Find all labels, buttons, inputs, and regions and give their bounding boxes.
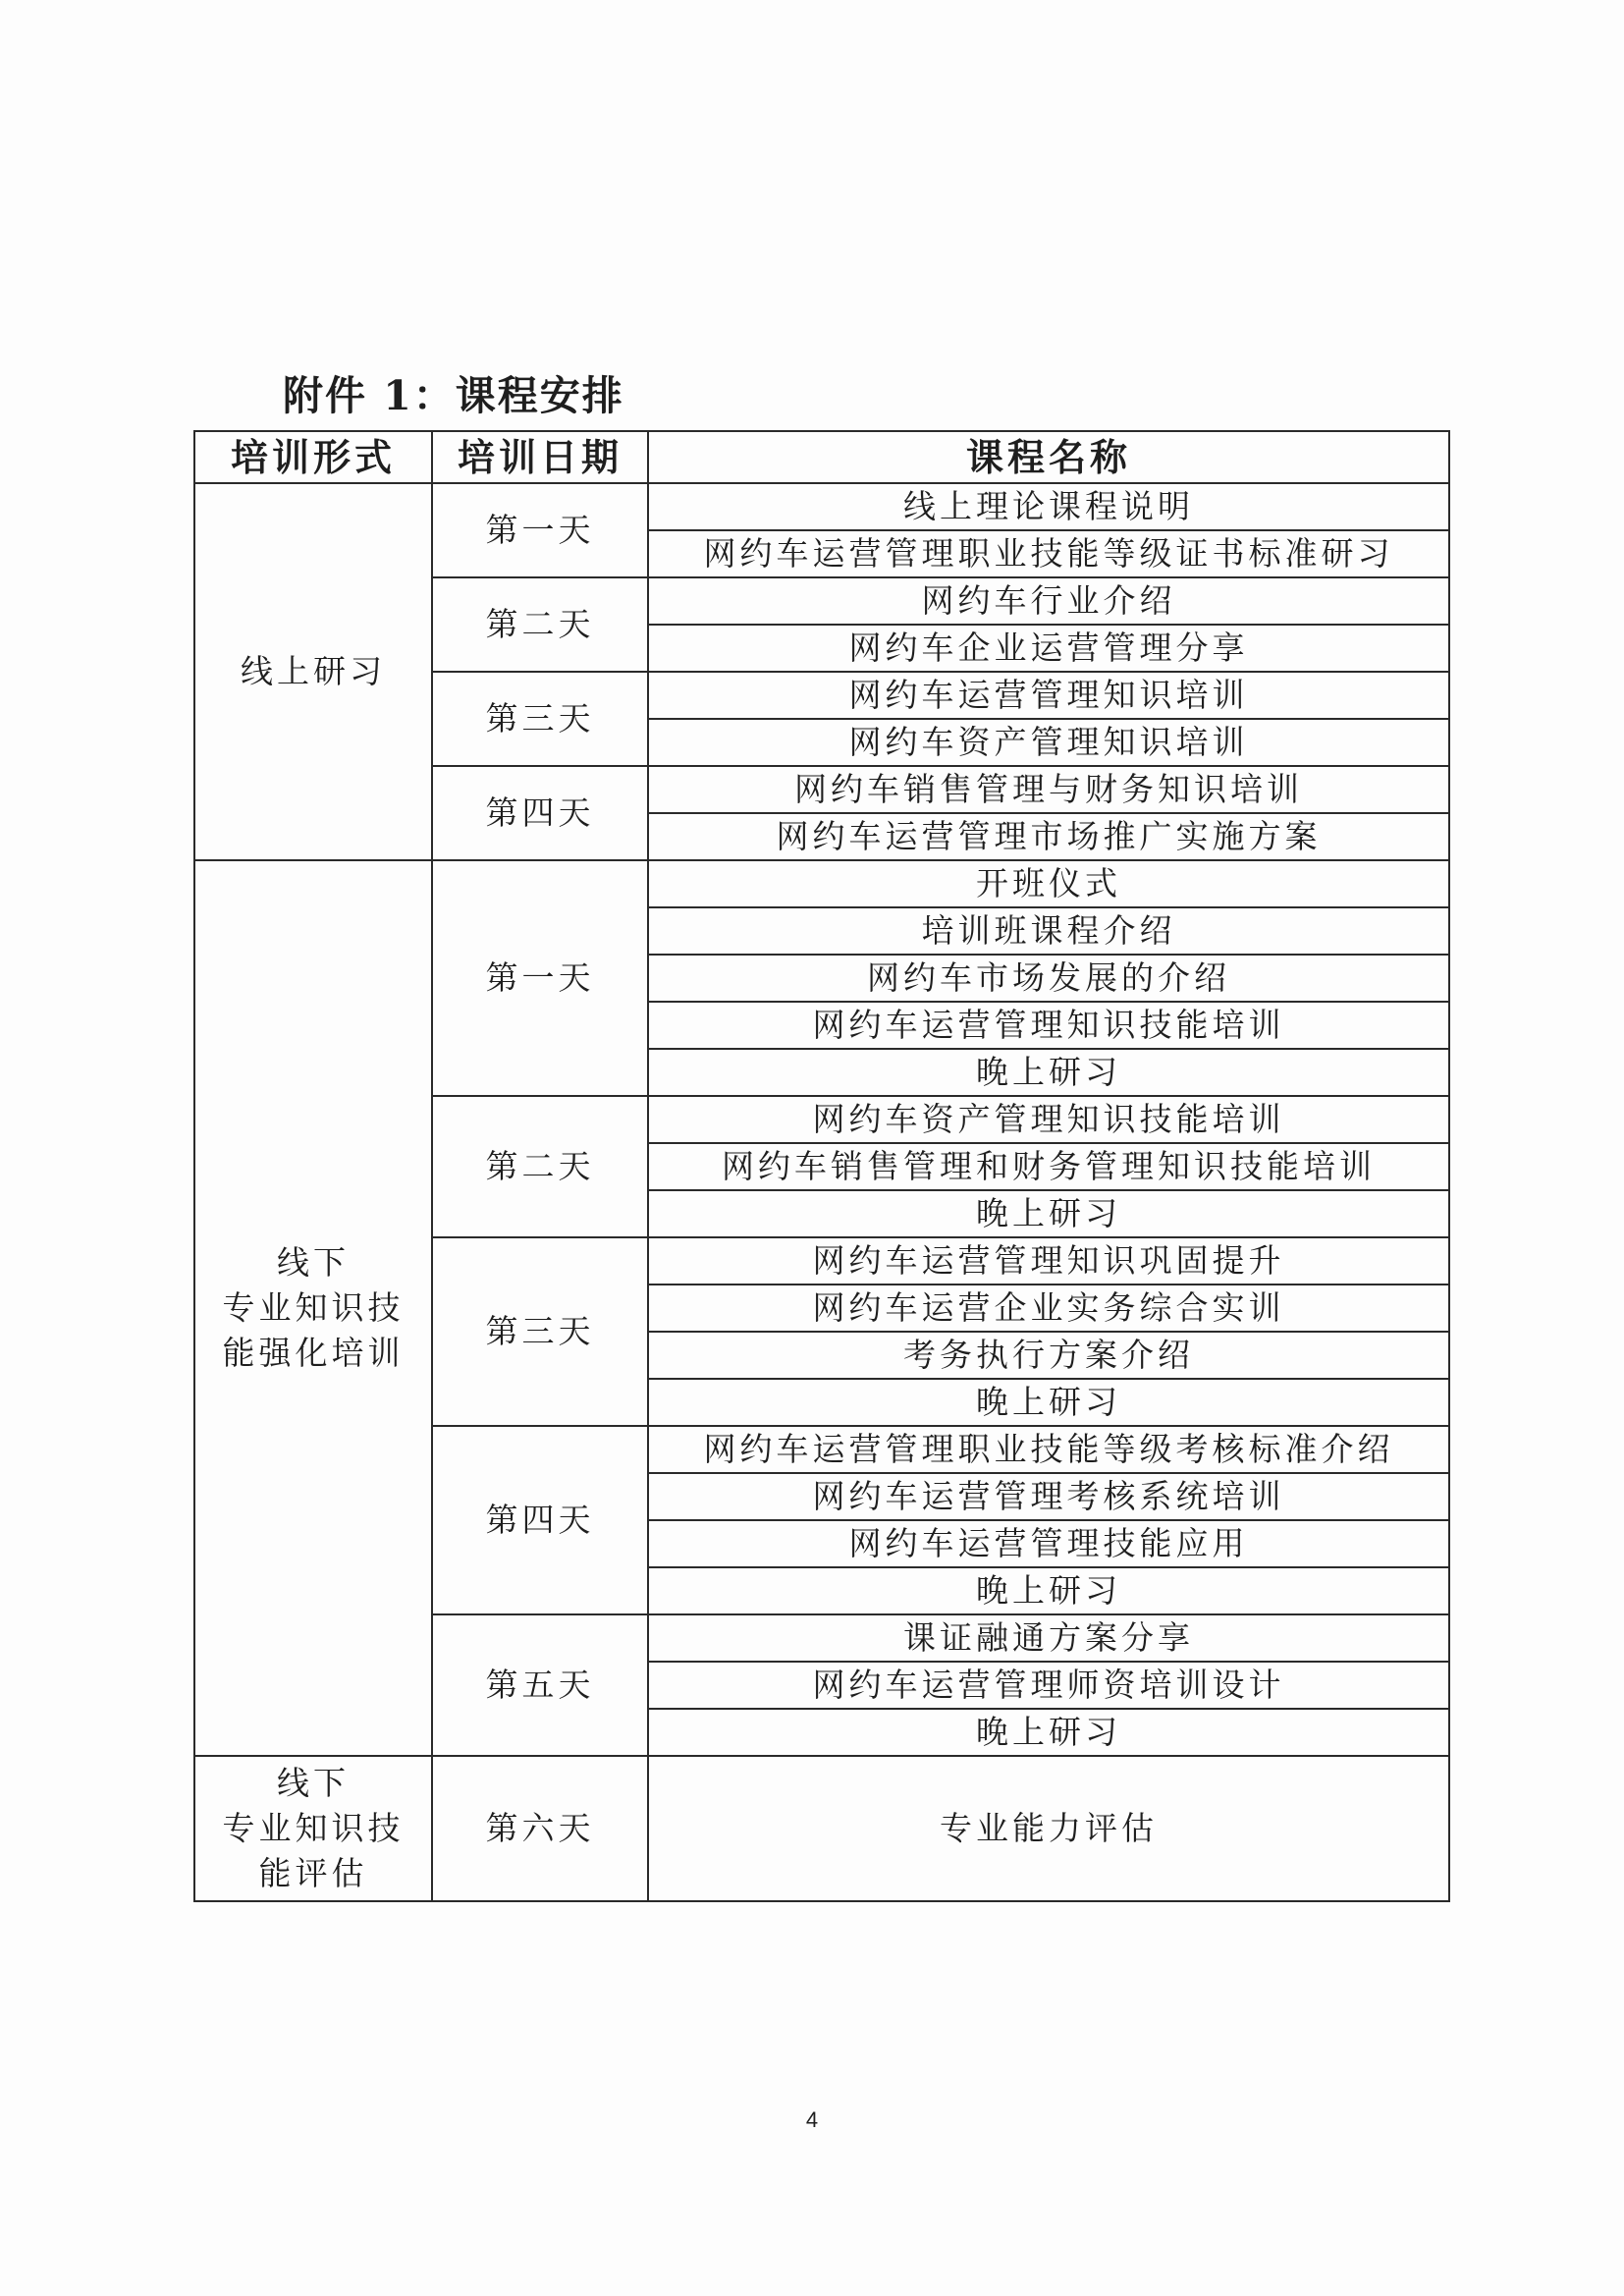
course-name-cell: 网约车资产管理知识培训 [648,719,1449,766]
course-name-cell: 晚上研习 [648,1049,1449,1096]
course-name-cell: 晚上研习 [648,1190,1449,1237]
course-name-cell: 网约车市场发展的介绍 [648,955,1449,1002]
course-name-cell: 网约车行业介绍 [648,577,1449,625]
header-training-form: 培训形式 [194,431,432,483]
course-name-cell: 网约车运营企业实务综合实训 [648,1285,1449,1332]
header-training-date: 培训日期 [432,431,648,483]
appendix-heading: 附件 1：课程安排 [283,372,624,419]
course-name-cell: 专业能力评估 [648,1756,1449,1901]
course-name-cell: 网约车运营管理市场推广实施方案 [648,813,1449,860]
course-name-cell: 网约车运营管理知识培训 [648,672,1449,719]
training-day-cell: 第三天 [432,672,648,766]
training-form-cell: 线上研习 [194,483,432,860]
schedule-body [194,483,1449,1901]
course-name-cell: 网约车运营管理职业技能等级证书标准研习 [648,530,1449,577]
training-day-cell: 第一天 [432,860,648,1096]
course-name-cell: 考务执行方案介绍 [648,1332,1449,1379]
table-row [194,1756,1449,1901]
training-day-cell: 第六天 [432,1756,648,1901]
training-day-cell: 第四天 [432,766,648,860]
page-number: 4 [805,2107,819,2132]
course-name-cell: 培训班课程介绍 [648,907,1449,955]
course-name-cell: 网约车资产管理知识技能培训 [648,1096,1449,1143]
training-form-cell: 线下 专业知识技 能强化培训 [194,860,432,1756]
course-name-cell: 网约车运营管理知识巩固提升 [648,1237,1449,1285]
course-name-cell: 网约车运营管理考核系统培训 [648,1473,1449,1520]
training-day-cell: 第二天 [432,577,648,672]
header-course-name: 课程名称 [648,431,1449,483]
course-name-cell: 晚上研习 [648,1567,1449,1614]
course-name-cell: 网约车销售管理和财务管理知识技能培训 [648,1143,1449,1190]
training-day-cell: 第五天 [432,1614,648,1756]
course-name-cell: 线上理论课程说明 [648,483,1449,530]
course-name-cell: 网约车运营管理技能应用 [648,1520,1449,1567]
course-schedule-table [193,430,1450,1902]
header-row [194,431,1449,483]
course-name-cell: 晚上研习 [648,1379,1449,1426]
course-name-cell: 晚上研习 [648,1709,1449,1756]
course-name-cell: 网约车销售管理与财务知识培训 [648,766,1449,813]
table-row [194,483,1449,530]
course-name-cell: 课证融通方案分享 [648,1614,1449,1662]
course-name-cell: 网约车企业运营管理分享 [648,625,1449,672]
training-form-cell: 线下 专业知识技 能评估 [194,1756,432,1901]
training-day-cell: 第三天 [432,1237,648,1426]
training-day-cell: 第一天 [432,483,648,577]
course-name-cell: 开班仪式 [648,860,1449,907]
course-name-cell: 网约车运营管理职业技能等级考核标准介绍 [648,1426,1449,1473]
training-day-cell: 第二天 [432,1096,648,1237]
course-name-cell: 网约车运营管理知识技能培训 [648,1002,1449,1049]
course-name-cell: 网约车运营管理师资培训设计 [648,1662,1449,1709]
table-row [194,860,1449,907]
training-day-cell: 第四天 [432,1426,648,1614]
